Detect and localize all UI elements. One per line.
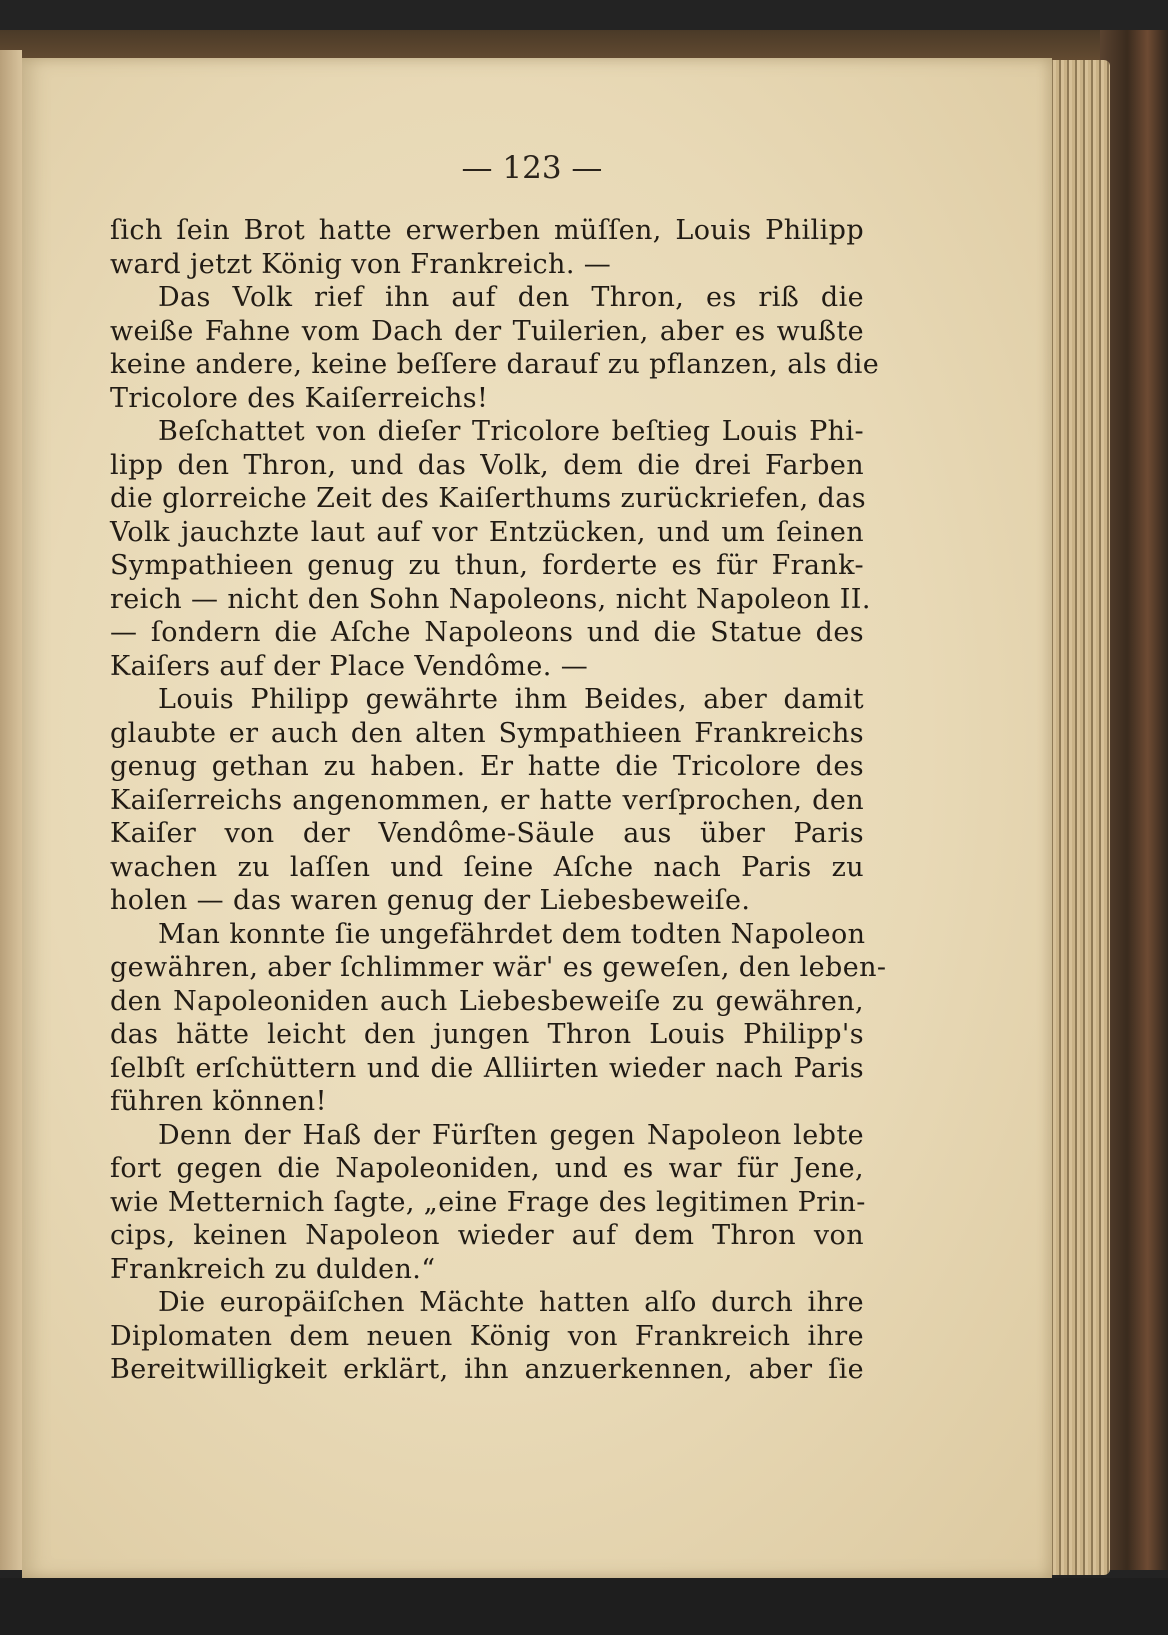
- text-line: keine andere, keine beſſere darauf zu pflanzen, als die: [110, 349, 880, 380]
- text-line: gewähren, aber ſchlimmer wär' es geweſen, den leben-: [110, 952, 887, 983]
- text-line: Louis Philipp gewährte ihm Beides, aber damit: [158, 684, 864, 715]
- background-bottom: [0, 1578, 1168, 1635]
- text-line: Beſchattet von dieſer Tricolore beſtieg Louis Phi-: [158, 416, 864, 447]
- text-line: den Napoleoniden auch Liebesbeweiſe zu gewähren,: [110, 985, 864, 1017]
- text-line: weiße Fahne vom Dach der Tuilerien, aber es wußte: [110, 315, 864, 347]
- text-line: Denn der Haß der Fürſten gegen Napoleon lebte: [158, 1119, 864, 1151]
- book-cover-right: [1100, 30, 1168, 1570]
- text-line: Man konnte ſie ungefährdet dem todten Napoleon: [158, 918, 866, 950]
- text-line: — ſondern die Aſche Napoleons und die Statue des: [110, 617, 864, 648]
- text-line: Das Volk rief ihn auf den Thron, es riß die: [158, 282, 864, 313]
- text-line: Die europäiſchen Mächte hatten alſo durch ihre: [158, 1287, 864, 1318]
- text-line: Kaiſer von der Vendôme-Säule aus über Paris: [110, 818, 864, 849]
- text-line: Frankreich zu dulden.“: [110, 1253, 436, 1285]
- text-line: genug gethan zu haben. Er hatte die Tricolore des: [110, 751, 864, 782]
- text-line: Kaiſerreichs angenommen, er hatte verſprochen, den: [110, 784, 864, 816]
- book-page: [22, 58, 1052, 1578]
- text-line: das hätte leicht den jungen Thron Louis Philipp's: [110, 1019, 864, 1050]
- text-line: lipp den Thron, und das Volk, dem die drei Farben: [110, 449, 864, 481]
- text-line: reich — nicht den Sohn Napoleons, nicht Napoleon II.: [110, 583, 871, 615]
- text-line: holen — das waren genug der Liebesbeweiſe.: [110, 885, 751, 916]
- book-spine-left: [0, 50, 22, 1570]
- text-line: Diplomaten dem neuen König von Frankreich ihre: [110, 1320, 864, 1352]
- text-line: führen können!: [110, 1086, 327, 1117]
- text-line: die glorreiche Zeit des Kaiſerthums zurückriefen, das: [110, 483, 866, 514]
- text-line: ſich ſein Brot hatte erwerben müſſen, Louis Philipp: [110, 215, 864, 246]
- text-line: fort gegen die Napoleoniden, und es war für Jene,: [110, 1153, 864, 1184]
- text-line: glaubte er auch den alten Sympathieen Frankreichs: [110, 717, 864, 749]
- text-line: wachen zu laſſen und ſeine Aſche nach Paris zu: [110, 851, 864, 883]
- text-line: ward jetzt König von Frankreich. —: [110, 248, 612, 280]
- text-line: Volk jauchzte laut auf vor Entzücken, und um ſeinen: [110, 516, 864, 548]
- body-text: [110, 214, 887, 1387]
- text-line: Sympathieen genug zu thun, forderte es für Frank-: [110, 550, 864, 581]
- text-line: Tricolore des Kaiſerreichs!: [110, 382, 489, 414]
- text-line: Bereitwilligkeit erklärt, ihn anzuerkennen, aber ſie: [110, 1354, 864, 1385]
- text-line: cips, keinen Napoleon wieder auf dem Thron von: [110, 1220, 864, 1251]
- text-line: ſelbſt erſchüttern und die Alliirten wieder nach Paris: [110, 1052, 864, 1084]
- text-line: Kaiſers auf der Place Vendôme. —: [110, 650, 589, 682]
- page-number: — 123 —: [461, 150, 603, 186]
- text-line: wie Metternich ſagte, „eine Frage des legitimen Prin-: [110, 1186, 866, 1218]
